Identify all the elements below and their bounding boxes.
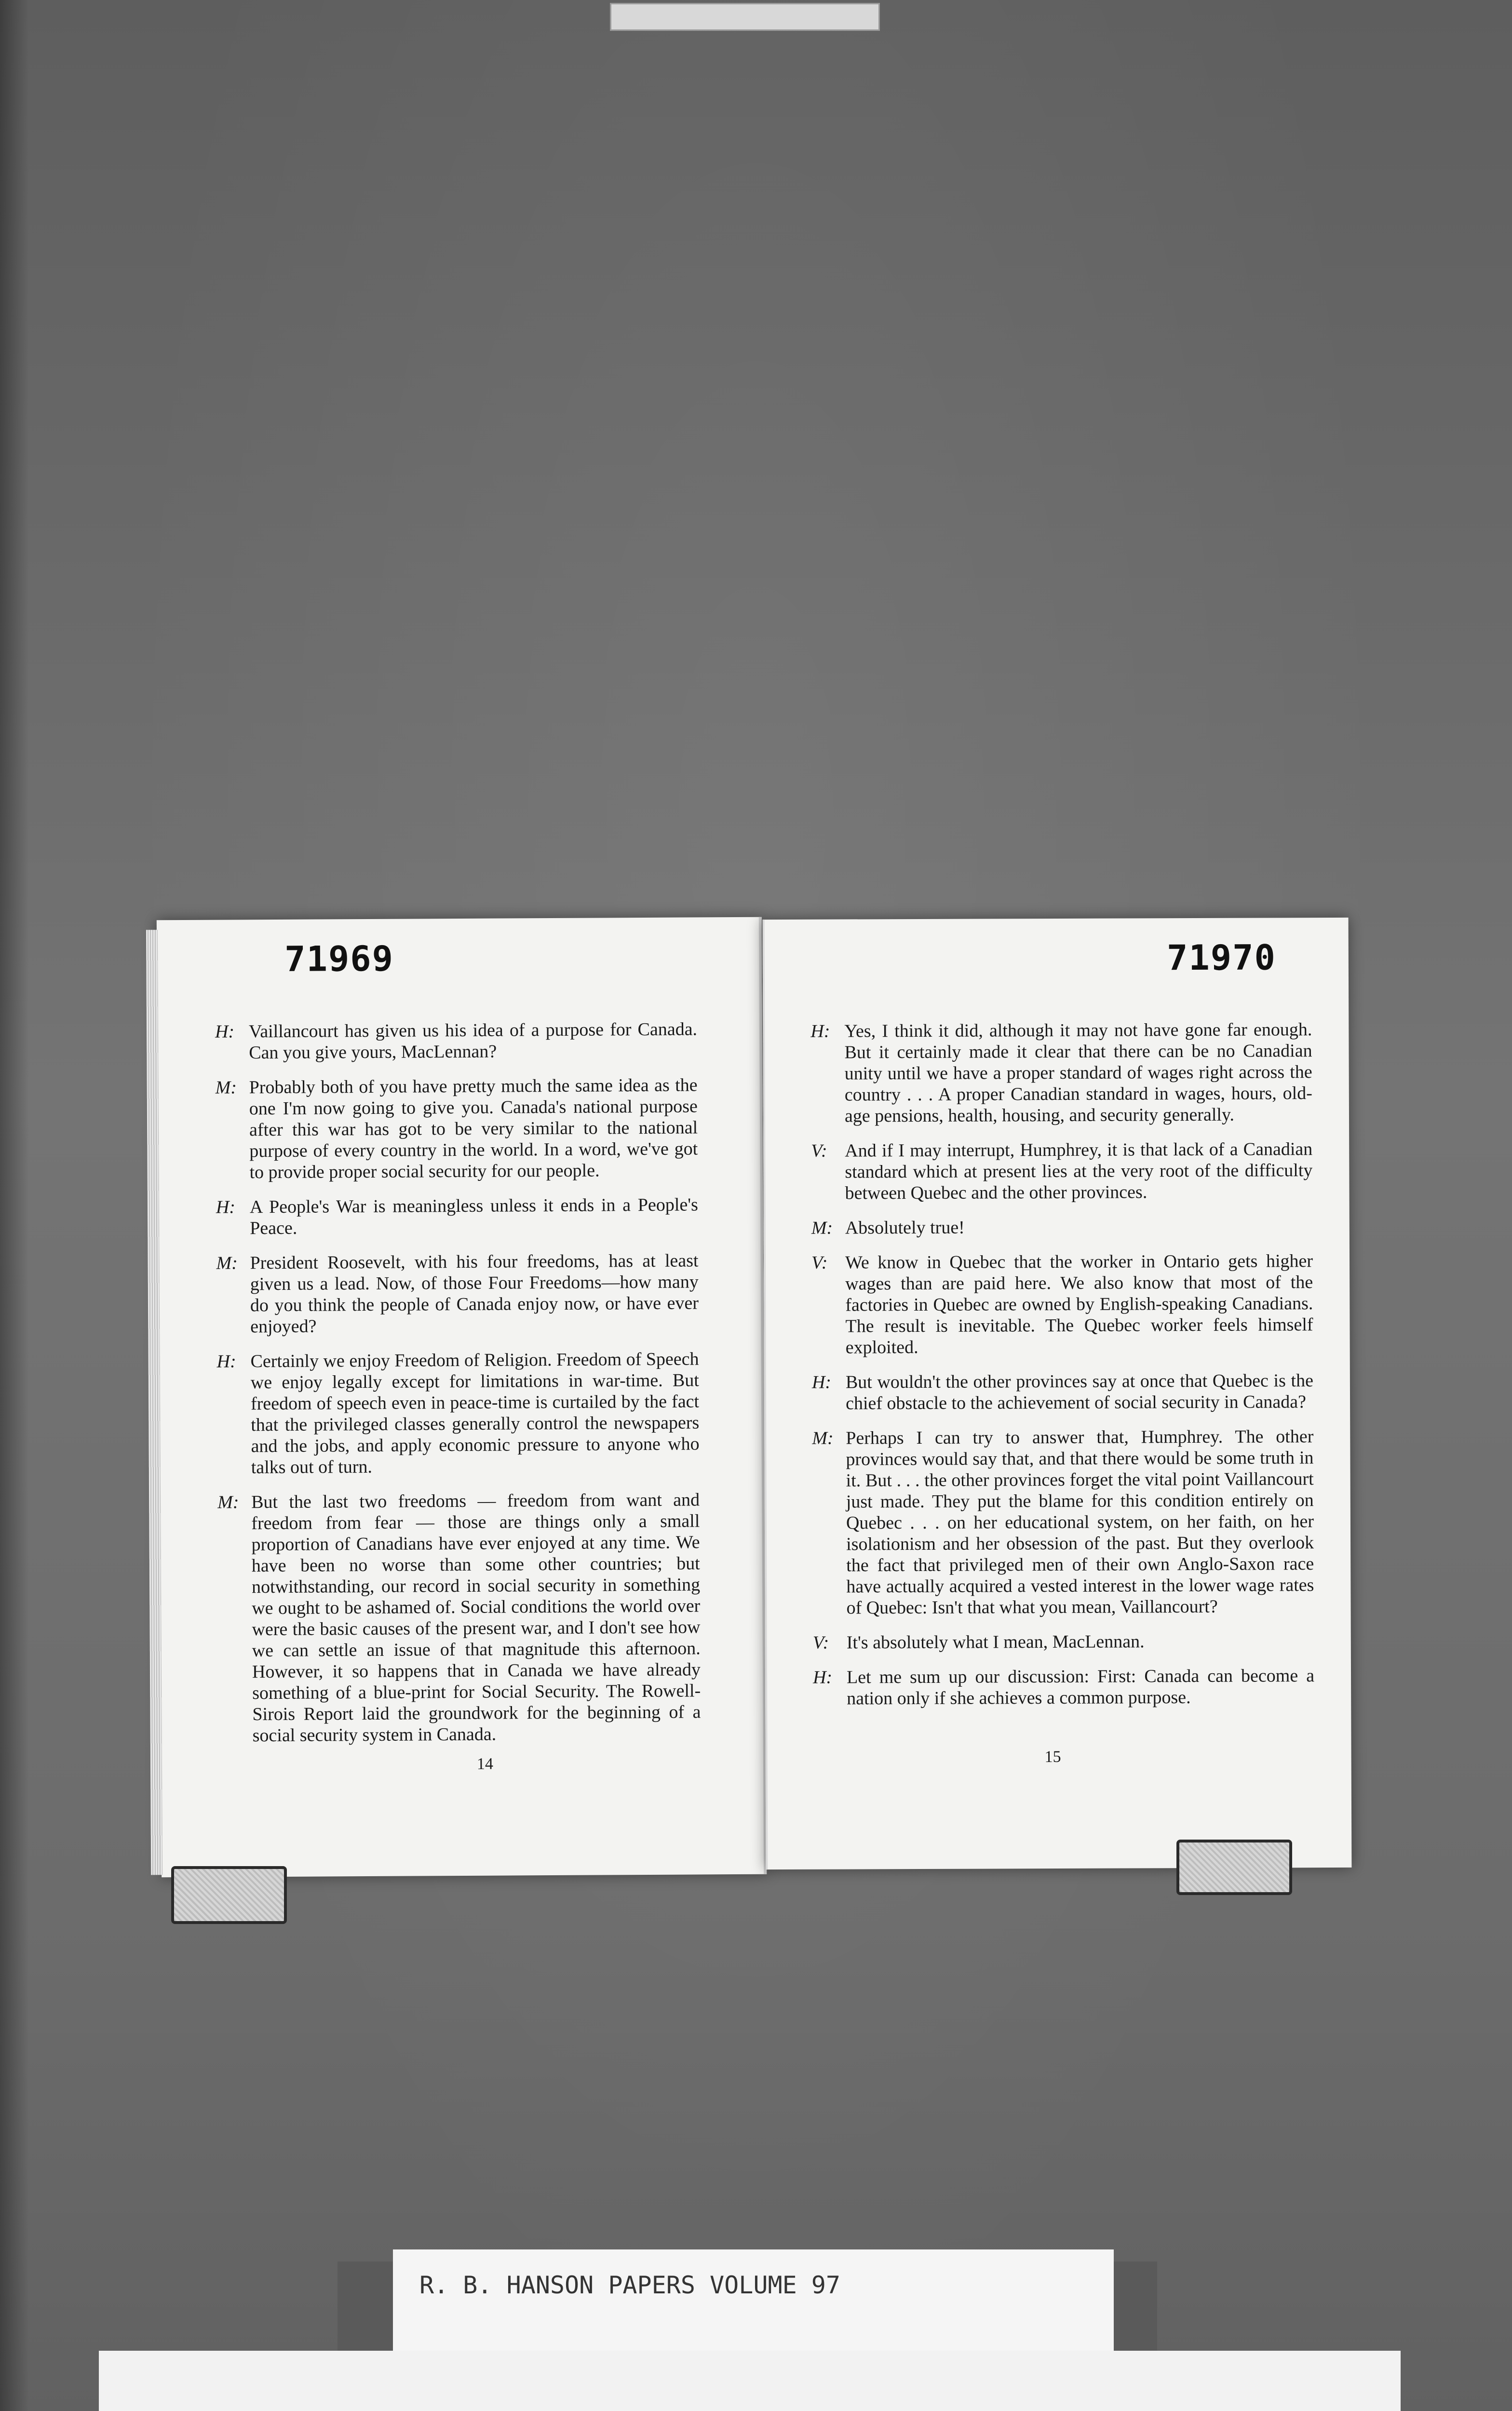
speaker: H: — [216, 1351, 236, 1372]
utterance: Let me sum up our discussion: First: Canada can become a nation only if she achieves a common purpose. — [846, 1666, 1315, 1709]
utterance: A People's War is meaningless unless it ends in a People's Peace. — [249, 1194, 699, 1239]
speaker: M: — [812, 1428, 834, 1449]
speaker: H: — [811, 1372, 832, 1393]
dialogue-entry — [216, 1194, 698, 1239]
speaker: V: — [811, 1140, 827, 1161]
utterance: But wouldn't the other provinces say at once that Quebec is the chief obstacle to the achievement of social security in Canada? — [845, 1370, 1313, 1414]
dialogue-entry — [812, 1370, 1313, 1414]
utterance: Vaillancourt has given us his idea of a purpose for Canada. Can you give yours, MacLennan? — [248, 1019, 698, 1063]
utterance: President Roosevelt, with his four freedoms, has at least given us a lead. Now, of those Four Freedoms—how many do you think the people of Canada enjoy now, or have ever enjoyed? — [250, 1250, 699, 1337]
speaker: H: — [812, 1667, 833, 1688]
page-number: 14 — [476, 1755, 494, 1773]
speaker: H: — [810, 1021, 830, 1042]
right-page — [763, 918, 1352, 1869]
binder-clip-left — [171, 1866, 287, 1924]
dialogue-entry — [811, 1216, 1313, 1239]
utterance: Certainly we enjoy Freedom of Religion. Freedom of Speech we enjoy legally except for limitations in war-time. But freedom of speech even in peace-time is curtailed by the fact that the privileged classes generally control the newspapers and the jobs, and apply economic pressure to anyone who talks out of turn. — [250, 1349, 700, 1478]
page-number: 15 — [1044, 1747, 1061, 1766]
speaker: V: — [812, 1632, 829, 1653]
speaker: V: — [811, 1252, 828, 1273]
folio-number: 71970 — [1166, 937, 1276, 978]
speaker: M: — [216, 1253, 238, 1273]
speaker: H: — [216, 1197, 236, 1218]
dialogue-entry — [216, 1250, 699, 1337]
film-edge-shadow — [0, 0, 29, 2411]
dialogue-entry — [216, 1348, 699, 1478]
speaker: M: — [215, 1077, 237, 1098]
dialogue-entry — [217, 1489, 701, 1746]
dialogue-entry — [811, 1138, 1312, 1204]
open-booklet — [159, 919, 1345, 1876]
utterance: And if I may interrupt, Humphrey, it is that lack of a Canadian standard which at present lies at the very root of the difficulty between Quebec and the other provinces. — [845, 1139, 1313, 1204]
volume-label: R. B. HANSON PAPERS VOLUME 97 — [393, 2249, 1114, 2353]
binder-clip-right — [1176, 1840, 1292, 1895]
speaker: M: — [811, 1218, 833, 1238]
utterance: Yes, I think it did, although it may not have gone far enough. But it certainly made it clear that there can be no Canadian unity until we have a proper standard of wages right across the country . . . A proper Canadian standard in wages, hours, old-age pensions, health, housing, and security generally. — [844, 1019, 1312, 1126]
dialogue-entry — [812, 1426, 1314, 1619]
dialogue-entry — [813, 1665, 1314, 1709]
utterance: It's absolutely what I mean, MacLennan. — [846, 1631, 1145, 1653]
page-stack-edge — [146, 930, 162, 1875]
utterance: We know in Quebec that the worker in Ontario gets higher wages than are paid here. We also know that most of the factories in Quebec are owned by English-speaking Canadians. The result is inevitable. The Quebec worker feels himself exploited. — [845, 1251, 1313, 1358]
dialogue-entry — [216, 1074, 698, 1183]
dialogue-entry — [215, 1018, 697, 1063]
dialogue-entry — [813, 1630, 1314, 1653]
left-page — [157, 917, 767, 1878]
archives-card — [99, 2351, 1401, 2411]
top-paper-strip — [610, 3, 880, 31]
utterance: But the last two freedoms — freedom from want and freedom from fear — those are things only a small proportion of Canadians have ever enjoyed at any time. We have been no worse than some other countries; but notwithstanding, our record in social security in something we ought to be ashamed of. Social conditions the world over were the basic causes of the present war, and I don't see how we can settle an issue of that magnitude this afternoon. However, it so happens that in Canada we have already something of a blue-print for Social Security. The Rowell-Sirois Report laid the groundwork for the beginning of a social security system in Canada. — [251, 1490, 701, 1746]
speaker: M: — [217, 1492, 239, 1513]
dialogue-entry — [810, 1019, 1312, 1127]
folio-number: 71969 — [284, 938, 394, 979]
dialogue-entry — [811, 1250, 1313, 1358]
dialogue-text — [215, 1018, 701, 1760]
dialogue-text — [810, 1019, 1314, 1723]
utterance: Probably both of you have pretty much the same idea as the one I'm now going to give you. Canada's national purpose after this war has got to be very similar to the national purpose of every country in the world. In a word, we've got to provide proper social security for our people. — [249, 1075, 698, 1183]
utterance: Absolutely true! — [845, 1217, 965, 1238]
utterance: Perhaps I can try to answer that, Humphrey. The other provinces would say that, and that there would be some truth in it. But . . . the other provinces forget the vital point Vaillancourt just made. They put the blame for this condition entirely on Quebec . . . on her educational system, on her faith, on her isolationism and her obsession of the past. But they overlook the fact that privileged men of their own Anglo-Saxon race have actually acquired a vested interest in the lower wage rates of Quebec: Isn't that what you mean, Vaillancourt? — [846, 1426, 1314, 1618]
speaker: H: — [215, 1021, 235, 1042]
